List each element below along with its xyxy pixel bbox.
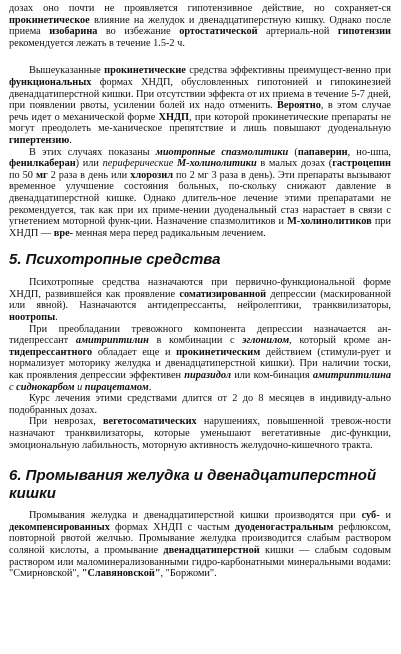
paragraph-lavage xyxy=(9,510,391,580)
paragraph-tranquilizers xyxy=(9,416,391,451)
italic-term: с xyxy=(9,381,17,393)
paragraph-prokinetics xyxy=(9,65,391,146)
text-run: по 2 мг 3 раза в день). Эти препараты вызывают временное улучшение состояния больных, по-скольку снижают давление в двенадцатиперстной кишке. Однако длитель-ное лечение этими препаратами не рекомендуется, так как при их приме-нении дуоденальный стаз нарастает в связи с угнетением моторной функ-ции. Назначение спазмолитиков и xyxy=(9,169,391,228)
bold-term: прокинетические xyxy=(104,65,186,77)
italic-term: периферические xyxy=(102,158,174,170)
bold-italic-term: М-холинолитики xyxy=(177,158,257,170)
text-run: менная мера перед радикальным лечением. xyxy=(75,227,266,239)
bold-italic-term: амитриптилин xyxy=(75,335,149,347)
bold-term: мг xyxy=(35,169,48,181)
bold-term: декомпенсированных xyxy=(9,521,110,533)
bold-term: прокинетическим xyxy=(176,346,261,358)
text-run: в малых дозах ( xyxy=(256,158,333,170)
text-run: 2 раза в день или xyxy=(47,169,131,181)
text-run: формах ХНДП с частым xyxy=(109,521,235,533)
bold-term: ортостатической xyxy=(179,26,258,38)
bold-term: суб- xyxy=(361,510,380,522)
bold-term: дуоденогастральным xyxy=(234,521,334,533)
text-run: действием (стимули-рует и нормализует моторику желудка и двенадцатиперстной кишки). При наличии тоски, как проявления депрессии эффективен xyxy=(9,346,391,382)
bold-term: изобарина xyxy=(49,26,98,38)
text-run: кишки — слабым содовым раствором или маломинерализованными гидро-карбонатными минеральными водами: "Смирновской", xyxy=(9,544,392,580)
text-run: При неврозах, xyxy=(29,416,103,428)
text-run: , при которой прокинетические препараты не могут преодолеть ме-ханическое препятствие и лишь повышают дуоденальную xyxy=(9,111,391,135)
text-run: . xyxy=(69,134,72,146)
text-run: ) или xyxy=(75,158,103,170)
bold-italic-term: пиразидол xyxy=(184,370,232,382)
text-run: , который кроме ан- xyxy=(289,335,391,347)
bold-term: ХНДП xyxy=(158,111,190,123)
text-run: При преобладании тревожного компонента депрессии назначается ан-тидепрессант xyxy=(9,323,391,347)
text-run: Психотропные средства назначаются при первично-функциональной форме ХНДП, развившейся как проявление xyxy=(9,277,391,300)
bold-term: гастроцепин xyxy=(332,158,391,170)
bold-term: тидепрессантного xyxy=(9,346,93,358)
text-run: , в этом случае речь идет о механической форме xyxy=(9,100,391,123)
text-run: влияние на желудок и двенадцатиперстную кишку. Однако после приема xyxy=(9,14,391,38)
bold-italic-term: сиднокарбом xyxy=(16,381,75,393)
text-run: рефлюксом, повторной рвотой желчью. Промывание желудка производится слабым раствором соляной кислоты, а промывание xyxy=(9,521,391,556)
text-run: ( xyxy=(288,146,298,158)
bold-italic-term: эглонилом xyxy=(242,335,290,347)
bold-term: функциональных xyxy=(9,76,92,88)
text-run: депрессии (маскированной или явной). Назначаются антидепрессанты, нейролептики, транквилизаторы, xyxy=(9,288,391,312)
text-run: Вышеуказанные xyxy=(29,65,105,77)
text-run: артериаль-ной xyxy=(257,26,338,38)
text-run: в комбинации с xyxy=(148,335,243,347)
text-run: обладает еще и xyxy=(92,346,177,358)
paragraph-psychotropic-intro xyxy=(9,277,391,323)
text-run: , но-шпа, xyxy=(347,146,391,158)
bold-italic-term: миотропные спазмолитики xyxy=(155,146,289,158)
bold-term: вре- xyxy=(53,227,74,239)
paragraph-orthostatic xyxy=(9,3,391,49)
section-heading-lavage: 6. Промывания желудка и двенадцатиперстной кишки xyxy=(9,467,377,503)
bold-term: гипертензию xyxy=(9,134,70,146)
bold-term: прокинетическое xyxy=(9,14,90,26)
text-run: дозах оно почти не проявляется гипотензивное действие, но сохраняет-ся xyxy=(9,3,391,14)
text-run: и xyxy=(379,510,391,522)
paragraph-spasmolytics xyxy=(9,147,391,240)
text-run: . xyxy=(55,312,58,324)
bold-term: М-холинолитиков xyxy=(287,216,372,228)
text-run: или ком-бинация xyxy=(231,370,313,382)
section-heading-psychotropic: 5. Психотропные средства xyxy=(9,251,221,269)
bold-italic-term: пирацетамом xyxy=(84,381,149,393)
text-run: рекомендуется лежать в течение 1.5-2 ч. xyxy=(9,37,185,49)
text-run: . xyxy=(148,381,152,393)
bold-term: "Славяновской" xyxy=(81,568,161,580)
text-run: Курс лечения этими средствами длится от 2 до 8 месяцев в индивиду-ально подобранных дозах. xyxy=(9,393,391,416)
bold-italic-term: амитриптилина xyxy=(312,370,391,382)
text-run: , "Боржоми". xyxy=(160,568,217,580)
text-run: формах ХНДП, обусловленных гипотонией и гипокинезией двенадцатиперстной кишки. При отсутствии эффекта от их приема в течение 5-7 дней, при появлении рвоты, усилении болей их надо отменить. xyxy=(9,76,391,112)
text-run: по 50 xyxy=(9,169,36,181)
paragraph-antidepressants xyxy=(9,324,391,394)
bold-term: ноотропы xyxy=(9,312,56,324)
text-run: при ХНДП — xyxy=(9,216,391,239)
bold-term: фенилкаберан xyxy=(9,158,76,170)
bold-term: двенадцатиперстной xyxy=(163,544,260,556)
text-run: В этих случаях показаны xyxy=(29,146,156,158)
text-run: нарушениях, повышенной тревож-ности назначают транквилизаторы, которые уменьшают вегетативные дис-функции, эмоциональную лабильность, моторную активность желудочно-кишечного тракта. xyxy=(9,416,391,451)
bold-term: Вероятно xyxy=(277,100,321,112)
paragraph-course xyxy=(9,393,391,416)
italic-term: и xyxy=(74,381,85,393)
bold-term: гипотензии xyxy=(337,26,391,38)
text-run: во избежание xyxy=(97,26,180,38)
bold-term: хлорозил xyxy=(130,169,173,181)
text-run: средства эффективны преимущест-венно при xyxy=(185,65,391,77)
bold-term: соматизированной xyxy=(179,288,267,300)
bold-term: вегетосоматических xyxy=(102,416,197,428)
text-run: Промывания желудка и двенадцатиперстной кишки производятся при xyxy=(29,510,362,522)
bold-term: папаверин xyxy=(297,146,348,158)
